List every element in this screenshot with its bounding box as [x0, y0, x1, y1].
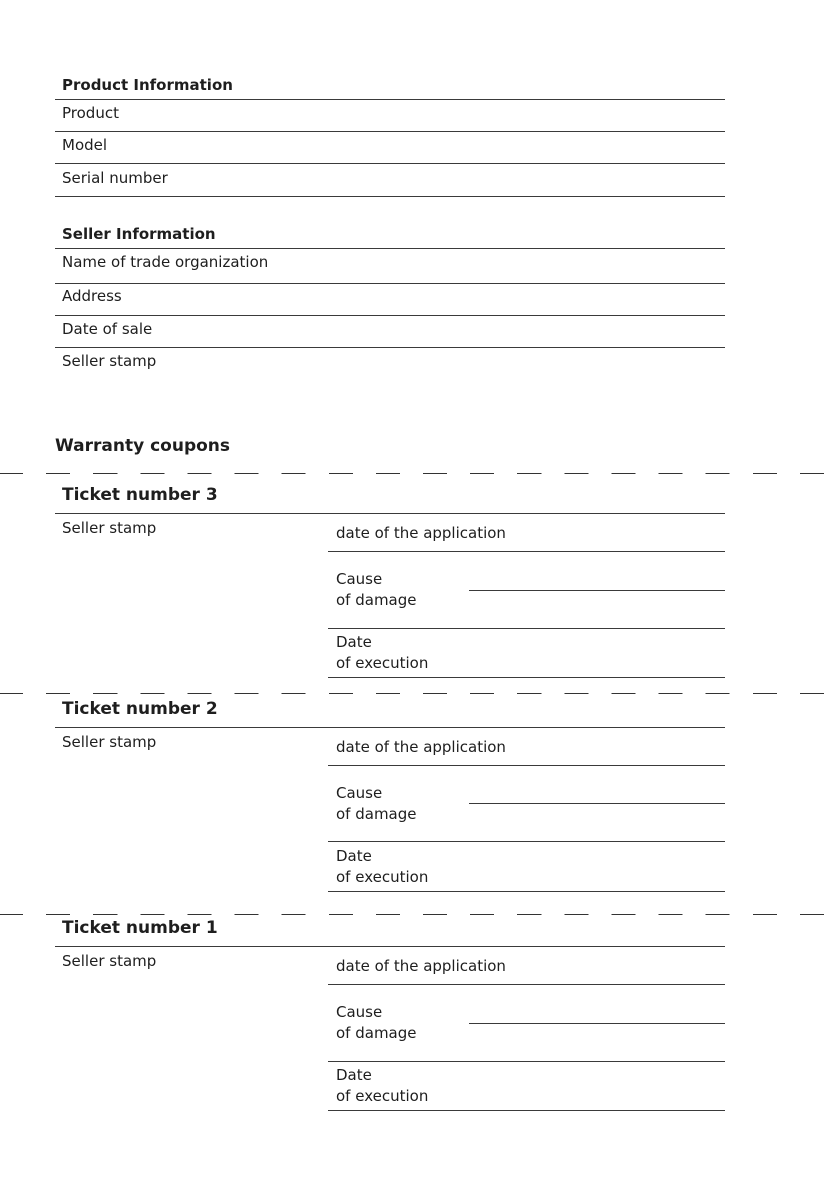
- product-field-line[interactable]: [55, 131, 725, 132]
- seller-stamp-label: Seller stamp: [62, 733, 157, 751]
- divider: [55, 946, 725, 947]
- divider: [55, 248, 725, 249]
- execution-label-line2: of execution: [336, 654, 429, 672]
- application-date-field-line[interactable]: [328, 551, 725, 552]
- execution-date-field-line[interactable]: [328, 1110, 725, 1111]
- application-date-field-line[interactable]: [328, 765, 725, 766]
- cause-label-line1: Cause: [336, 784, 383, 802]
- cut-line: [0, 693, 839, 694]
- cause-field-line[interactable]: [469, 1023, 725, 1024]
- divider: [328, 628, 725, 629]
- address-label: Address: [62, 287, 122, 305]
- cause-label-line1: Cause: [336, 1003, 383, 1021]
- product-label: Product: [62, 104, 119, 122]
- warranty-coupons-title: Warranty coupons: [55, 436, 231, 456]
- divider: [55, 727, 725, 728]
- cause-label-line1: Cause: [336, 570, 383, 588]
- cause-field-line[interactable]: [469, 803, 725, 804]
- seller-info-title: Seller Information: [62, 225, 216, 243]
- divider: [55, 99, 725, 100]
- seller-stamp-label: Seller stamp: [62, 352, 157, 370]
- execution-label-line2: of execution: [336, 868, 429, 886]
- cause-label-line2: of damage: [336, 805, 417, 823]
- ticket-title: Ticket number 2: [62, 699, 218, 719]
- cut-line: [0, 914, 839, 915]
- execution-date-field-line[interactable]: [328, 677, 725, 678]
- cause-label-line2: of damage: [336, 591, 417, 609]
- application-date-label: date of the application: [336, 957, 506, 975]
- execution-date-field-line[interactable]: [328, 891, 725, 892]
- divider: [328, 1061, 725, 1062]
- serial-number-label: Serial number: [62, 169, 168, 187]
- seller-stamp-label: Seller stamp: [62, 952, 157, 970]
- cut-line: [0, 473, 839, 474]
- application-date-label: date of the application: [336, 738, 506, 756]
- cause-field-line[interactable]: [469, 590, 725, 591]
- divider: [328, 841, 725, 842]
- date-of-sale-field-line[interactable]: [55, 347, 725, 348]
- seller-stamp-label: Seller stamp: [62, 519, 157, 537]
- model-field-line[interactable]: [55, 163, 725, 164]
- trade-organization-field-line[interactable]: [55, 283, 725, 284]
- trade-organization-label: Name of trade organization: [62, 253, 269, 271]
- date-of-sale-label: Date of sale: [62, 320, 153, 338]
- execution-label-line1: Date: [336, 1066, 372, 1084]
- address-field-line[interactable]: [55, 315, 725, 316]
- execution-label-line1: Date: [336, 847, 372, 865]
- execution-label-line1: Date: [336, 633, 372, 651]
- divider: [55, 513, 725, 514]
- serial-number-field-line[interactable]: [55, 196, 725, 197]
- cause-label-line2: of damage: [336, 1024, 417, 1042]
- product-info-title: Product Information: [62, 76, 233, 94]
- application-date-field-line[interactable]: [328, 984, 725, 985]
- application-date-label: date of the application: [336, 524, 506, 542]
- ticket-title: Ticket number 1: [62, 918, 218, 938]
- model-label: Model: [62, 136, 108, 154]
- ticket-title: Ticket number 3: [62, 485, 218, 505]
- execution-label-line2: of execution: [336, 1087, 429, 1105]
